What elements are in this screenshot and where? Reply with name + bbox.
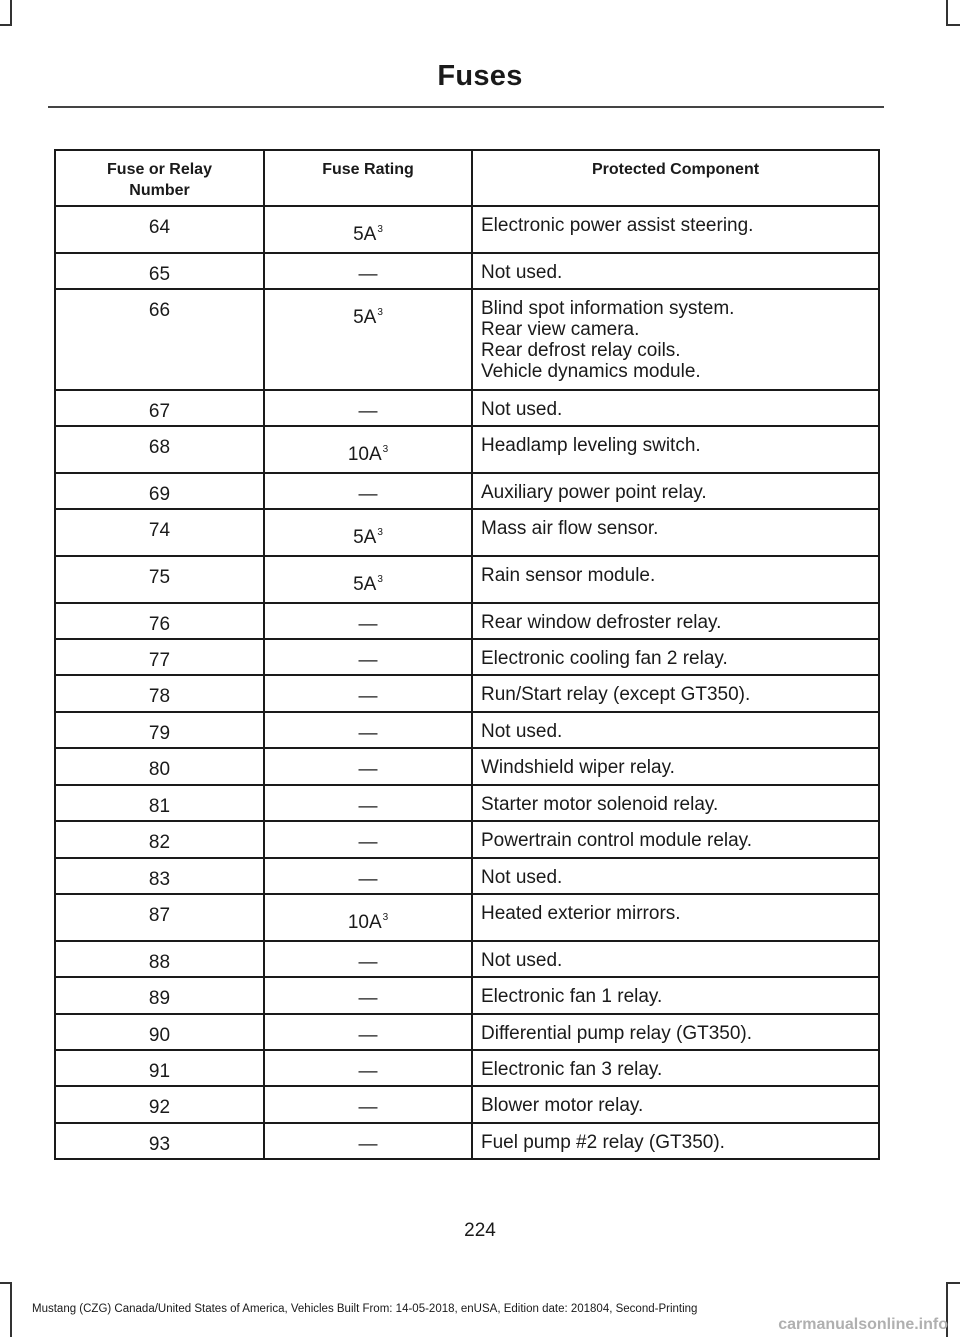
fuse-rating-value: — <box>358 264 378 285</box>
table-row <box>55 639 879 675</box>
component-line: Not used. <box>481 262 563 283</box>
protected-component-cell <box>472 1014 879 1050</box>
protected-component-cell <box>472 858 879 894</box>
fuse-rating-cell <box>264 390 472 426</box>
footnote-marker: 3 <box>382 912 389 923</box>
fuse-number-cell: 65 <box>55 253 264 289</box>
fuse-number-cell: 91 <box>55 1050 264 1086</box>
protected-component-cell <box>472 1123 879 1159</box>
fuse-rating-value: — <box>358 1097 378 1118</box>
table-row <box>55 941 879 977</box>
component-line: Fuel pump #2 relay (GT350). <box>481 1132 725 1153</box>
fuse-number-cell: 66 <box>55 289 264 390</box>
crop-mark <box>10 0 12 26</box>
fuse-rating-cell <box>264 426 472 473</box>
crop-mark <box>946 1282 960 1284</box>
fuse-number-cell: 77 <box>55 639 264 675</box>
watermark: carmanualsonline.info <box>778 1316 948 1333</box>
protected-component-cell <box>472 712 879 748</box>
fuse-rating-cell <box>264 785 472 821</box>
fuse-rating-value: — <box>358 614 378 635</box>
fuse-rating-cell <box>264 253 472 289</box>
table-row <box>55 426 879 473</box>
crop-mark <box>10 1282 12 1337</box>
fuse-rating-value: — <box>358 1061 378 1082</box>
protected-component-cell <box>472 473 879 509</box>
fuse-rating-value: — <box>358 796 378 817</box>
fuse-rating-cell <box>264 1050 472 1086</box>
protected-component-cell <box>472 821 879 858</box>
protected-component-cell <box>472 941 879 977</box>
fuse-table <box>54 149 880 1160</box>
fuse-rating-value: — <box>358 650 378 671</box>
component-line: Not used. <box>481 399 563 420</box>
fuse-rating-cell <box>264 941 472 977</box>
fuse-rating-cell <box>264 509 472 556</box>
fuse-number-cell: 89 <box>55 977 264 1014</box>
fuse-rating-value: 5A <box>353 307 377 328</box>
fuse-number-cell: 64 <box>55 206 264 253</box>
table-row <box>55 712 879 748</box>
table-row <box>55 1014 879 1050</box>
fuse-number-cell: 88 <box>55 941 264 977</box>
fuse-number-cell: 78 <box>55 675 264 712</box>
fuse-number-cell: 67 <box>55 390 264 426</box>
fuse-number-cell: 93 <box>55 1123 264 1159</box>
table-row <box>55 1050 879 1086</box>
fuse-rating-value: 10A <box>347 912 382 933</box>
fuse-rating-value: 5A <box>353 527 377 548</box>
fuse-number-cell: 74 <box>55 509 264 556</box>
fuse-rating-cell <box>264 748 472 785</box>
component-line: Rear defrost relay coils. <box>481 340 681 361</box>
table-row <box>55 858 879 894</box>
fuse-rating-cell <box>264 473 472 509</box>
component-line: Rain sensor module. <box>481 565 656 586</box>
crop-mark <box>946 24 960 26</box>
component-line: Vehicle dynamics module. <box>481 361 701 382</box>
footnote-marker: 3 <box>377 307 383 318</box>
footnote-marker: 3 <box>377 224 383 235</box>
footnote-marker: 3 <box>382 444 389 455</box>
protected-component-cell <box>472 675 879 712</box>
fuse-rating-cell <box>264 289 472 390</box>
fuse-rating-value: 5A <box>353 574 377 595</box>
table-row <box>55 509 879 556</box>
table-row <box>55 253 879 289</box>
footer-text: Mustang (CZG) Canada/United States of America, Vehicles Built From: 14-05-2018, enUSA, Edition date: 201804, Second-Printing <box>32 1303 698 1315</box>
fuse-rating-value: — <box>358 686 378 707</box>
component-line: Electronic fan 3 relay. <box>481 1059 663 1080</box>
fuse-rating-value: — <box>358 484 378 505</box>
fuse-number-cell: 80 <box>55 748 264 785</box>
fuse-number-cell: 82 <box>55 821 264 858</box>
table-body <box>55 206 879 1159</box>
component-line: Blind spot information system. <box>481 298 735 319</box>
component-line: Mass air flow sensor. <box>481 518 659 539</box>
fuse-rating-value: — <box>358 759 378 780</box>
protected-component-cell <box>472 894 879 941</box>
table-row <box>55 785 879 821</box>
fuse-number-cell: 87 <box>55 894 264 941</box>
fuse-rating-cell <box>264 556 472 603</box>
protected-component-cell <box>472 977 879 1014</box>
table-row <box>55 894 879 941</box>
fuse-rating-value: — <box>358 1134 378 1155</box>
protected-component-cell <box>472 509 879 556</box>
fuse-rating-cell <box>264 858 472 894</box>
protected-component-cell <box>472 785 879 821</box>
table-row <box>55 1086 879 1123</box>
fuse-rating-value: — <box>358 1025 378 1046</box>
table-row <box>55 473 879 509</box>
fuse-number-cell: 69 <box>55 473 264 509</box>
table-row <box>55 556 879 603</box>
column-header-component: Protected Component <box>472 150 879 206</box>
protected-component-cell <box>472 1050 879 1086</box>
fuse-rating-value: — <box>358 401 378 422</box>
fuse-rating-cell <box>264 206 472 253</box>
table-row <box>55 821 879 858</box>
component-line: Rear window defroster relay. <box>481 612 722 633</box>
component-line: Not used. <box>481 721 563 742</box>
protected-component-cell <box>472 206 879 253</box>
fuse-number-cell: 90 <box>55 1014 264 1050</box>
component-line: Differential pump relay (GT350). <box>481 1023 753 1044</box>
crop-mark <box>0 24 12 26</box>
component-line: Run/Start relay (except GT350). <box>481 684 751 705</box>
protected-component-cell <box>472 556 879 603</box>
fuse-number-cell: 83 <box>55 858 264 894</box>
component-line: Electronic fan 1 relay. <box>481 986 663 1007</box>
table-row <box>55 206 879 253</box>
fuse-number-cell: 68 <box>55 426 264 473</box>
protected-component-cell <box>472 639 879 675</box>
fuse-rating-cell <box>264 639 472 675</box>
fuse-rating-value: — <box>358 988 378 1009</box>
component-line: Powertrain control module relay. <box>481 830 753 851</box>
fuse-number-cell: 79 <box>55 712 264 748</box>
crop-mark <box>946 0 948 26</box>
page-number: 224 <box>464 1220 496 1241</box>
title-divider <box>48 106 884 108</box>
fuse-number-cell: 76 <box>55 603 264 639</box>
fuse-rating-value: — <box>358 869 378 890</box>
table-row <box>55 1123 879 1159</box>
component-line: Not used. <box>481 867 563 888</box>
footnote-marker: 3 <box>377 574 383 585</box>
table-row <box>55 603 879 639</box>
fuse-number-cell: 92 <box>55 1086 264 1123</box>
table-row <box>55 977 879 1014</box>
component-line: Windshield wiper relay. <box>481 757 675 778</box>
fuse-rating-cell <box>264 821 472 858</box>
table-row <box>55 675 879 712</box>
fuse-number-cell: 75 <box>55 556 264 603</box>
protected-component-cell <box>472 390 879 426</box>
component-line: Blower motor relay. <box>481 1095 644 1116</box>
component-line: Not used. <box>481 950 563 971</box>
fuse-rating-cell <box>264 1014 472 1050</box>
fuse-rating-value: 5A <box>353 224 377 245</box>
crop-mark <box>0 1282 12 1284</box>
component-line: Electronic power assist steering. <box>481 215 754 236</box>
table-row <box>55 748 879 785</box>
fuse-rating-cell <box>264 1086 472 1123</box>
table-row <box>55 390 879 426</box>
fuse-rating-cell <box>264 675 472 712</box>
component-line: Headlamp leveling switch. <box>481 435 701 456</box>
protected-component-cell <box>472 253 879 289</box>
component-line: Electronic cooling fan 2 relay. <box>481 648 728 669</box>
fuse-rating-cell <box>264 977 472 1014</box>
footnote-marker: 3 <box>377 527 383 538</box>
component-line: Heated exterior mirrors. <box>481 903 681 924</box>
protected-component-cell <box>472 426 879 473</box>
fuse-rating-cell <box>264 1123 472 1159</box>
fuse-rating-value: — <box>358 952 378 973</box>
fuse-rating-cell <box>264 894 472 941</box>
fuse-rating-cell <box>264 603 472 639</box>
protected-component-cell <box>472 603 879 639</box>
table-header-row <box>55 150 879 206</box>
fuse-rating-value: — <box>358 832 378 853</box>
fuse-rating-cell <box>264 712 472 748</box>
protected-component-cell <box>472 1086 879 1123</box>
page-title: Fuses <box>437 60 523 92</box>
protected-component-cell <box>472 289 879 390</box>
fuse-rating-value: 10A <box>347 444 382 465</box>
protected-component-cell <box>472 748 879 785</box>
table-row <box>55 289 879 390</box>
component-line: Auxiliary power point relay. <box>481 482 707 503</box>
component-line: Rear view camera. <box>481 319 640 340</box>
column-header-rating: Fuse Rating <box>264 150 472 206</box>
fuse-rating-value: — <box>358 723 378 744</box>
column-header-number: Fuse or Relay Number <box>55 150 264 206</box>
fuse-number-cell: 81 <box>55 785 264 821</box>
component-line: Starter motor solenoid relay. <box>481 794 719 815</box>
